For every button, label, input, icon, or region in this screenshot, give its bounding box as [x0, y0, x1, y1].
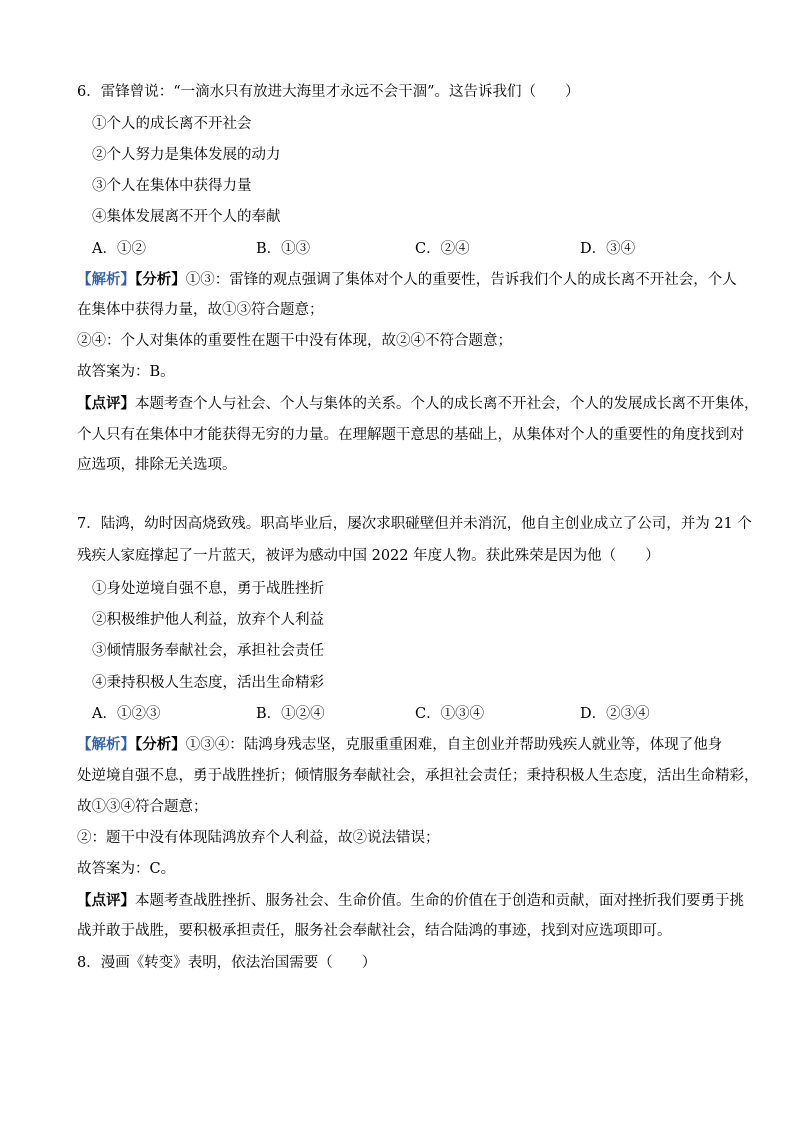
question-6-analysis-line-2: 在集体中获得力量，故①③符合题意；	[77, 302, 324, 318]
question-6-option-d: D．③④	[580, 241, 636, 257]
comment-label: 【点评】	[77, 892, 135, 909]
question-7-analysis-line-3: 故①③④符合题意；	[77, 799, 208, 815]
question-7-option-c: C．①③④	[415, 706, 485, 722]
analysis-text: ①③④：陆鸿身残志坚，克服重重困难，自主创业并帮助残疾人就业等，体现了他身	[185, 737, 723, 753]
question-7-answer: 故答案为：C。	[77, 861, 176, 877]
question-6-analysis-line-1	[77, 270, 749, 290]
question-7-analysis-line-2: 处逆境自强不息，勇于战胜挫折；倾情服务奉献社会，承担社会责任；秉持积极人生态度，活出生命精彩，	[77, 768, 759, 784]
question-6-option-c: C．②④	[415, 241, 470, 257]
question-7-statement-1: ①身处逆境自强不息，勇于战胜挫折	[92, 581, 324, 597]
question-6-comment-line-1	[77, 394, 759, 414]
question-7-stem-line-2: 残疾人家庭撑起了一片蓝天，被评为感动中国 2022 年度人物。获此殊荣是因为他（ ）	[77, 548, 660, 564]
question-7-analysis-line-1	[77, 735, 749, 755]
question-6-comment-line-3: 应选项，排除无关选项。	[77, 457, 237, 473]
comment-label: 【点评】	[77, 395, 135, 412]
question-7-analysis-line-4: ②：题干中没有体现陆鸿放弃个人利益，故②说法错误；	[77, 830, 440, 846]
comment-text: 本题考查战胜挫折、服务社会、生命价值。生命的价值在于创造和贡献，面对挫折我们要勇于挑	[135, 893, 744, 909]
analysis-label: 【分析】	[135, 736, 186, 753]
analysis-tag: 【解析】	[77, 271, 135, 288]
question-7-comment-line-2: 战并敢于战胜，要积极承担责任，服务社会奉献社会，结合陆鸿的事迹，找到对应选项即可。	[77, 923, 672, 939]
question-7-statement-3: ③倾情服务奉献社会，承担社会责任	[92, 643, 324, 659]
question-7-stem-line-1: 7．陆鸿，幼时因高烧致残。职高毕业后，屡次求职碰壁但并未消沉，他自主创业成立了公司，并为 21 个	[77, 516, 752, 532]
comment-text: 本题考查个人与社会、个人与集体的关系。个人的成长离不开社会，个人的发展成长离不开集体，	[135, 396, 759, 412]
question-6-stem: 6．雷锋曾说：“一滴水只有放进大海里才永远不会干涸”。这告诉我们（ ）	[77, 84, 580, 100]
analysis-tag: 【解析】	[77, 736, 135, 753]
question-6-answer: 故答案为：B。	[77, 364, 175, 380]
question-6-statement-2: ②个人努力是集体发展的动力	[92, 147, 281, 163]
question-7-option-a: A．①②③	[92, 706, 161, 722]
question-7-option-d: D．②③④	[580, 706, 650, 722]
question-7-option-b: B．①②④	[256, 706, 325, 722]
question-6-analysis-line-3: ②④：个人对集体的重要性在题干中没有体现，故②④不符合题意；	[77, 333, 512, 349]
question-7-comment-line-1	[77, 891, 749, 911]
question-6-option-a: A．①②	[92, 241, 146, 257]
question-6-comment-line-2: 个人只有在集体中才能获得无穷的力量。在理解题干意思的基础上，从集体对个人的重要性的角度找到对	[77, 427, 744, 443]
analysis-label: 【分析】	[135, 271, 186, 288]
question-6-statement-3: ③个人在集体中获得力量	[92, 178, 252, 194]
question-8-stem: 8．漫画《转变》表明，依法治国需要（ ）	[77, 955, 377, 971]
question-6-statement-1: ①个人的成长离不开社会	[92, 116, 252, 132]
question-7-statement-4: ④秉持积极人生态度，活出生命精彩	[92, 675, 324, 691]
question-6-option-b: B．①③	[256, 241, 311, 257]
question-7-statement-2: ②积极维护他人利益，放弃个人利益	[92, 612, 324, 628]
analysis-text: ①③：雷锋的观点强调了集体对个人的重要性，告诉我们个人的成长离不开社会，个人	[185, 272, 737, 288]
question-6-statement-4: ④集体发展离不开个人的奉献	[92, 209, 281, 225]
